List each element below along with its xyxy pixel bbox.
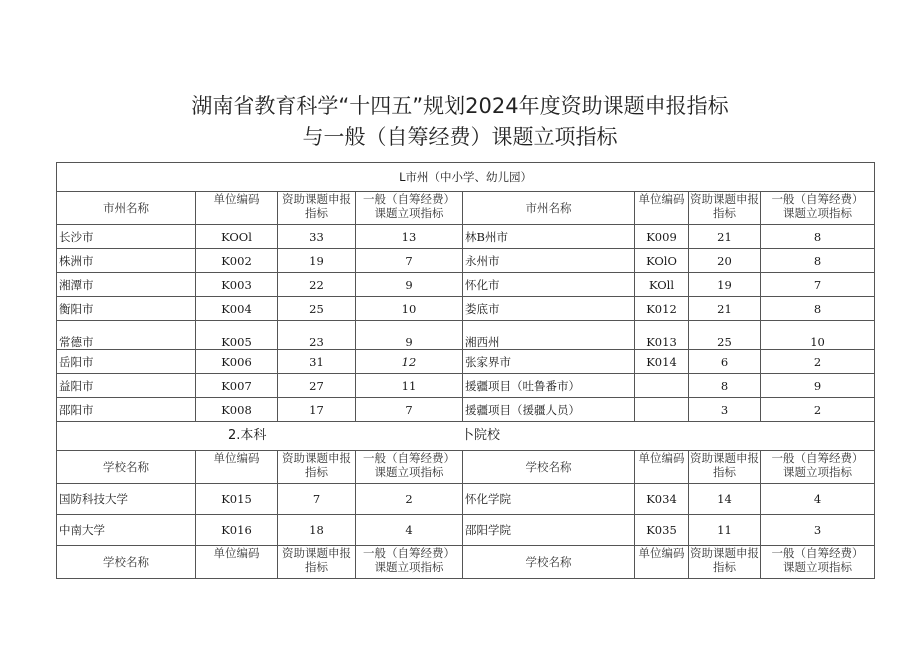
- unit-code: K035: [635, 515, 689, 546]
- table-row: [57, 374, 875, 398]
- page-title-line-2: 与一般（自筹经费）课题立项指标: [302, 125, 618, 149]
- city-name: 湘西州: [463, 321, 635, 350]
- header-funded-quota-right: 资助课题申报 指标: [689, 192, 761, 225]
- section-1-header-row: [57, 192, 875, 225]
- unit-code: [635, 398, 689, 422]
- section-2-heading-part-1: 2.本科: [228, 428, 267, 443]
- funded-quota: 17: [278, 398, 356, 422]
- header-general-quota-right: 一般（自筹经费） 课题立项指标: [761, 546, 875, 579]
- general-quota: 7: [761, 273, 875, 297]
- general-quota: 11: [356, 374, 463, 398]
- header-school-name: 学校名称: [57, 451, 196, 484]
- general-quota: 4: [356, 515, 463, 546]
- unit-code: K012: [635, 297, 689, 321]
- header-funded-quota-right: 资助课题申报 指标: [689, 451, 761, 484]
- header-general-quota: 一般（自筹经费） 课题立项指标: [356, 192, 463, 225]
- unit-code: K003: [196, 273, 278, 297]
- unit-code: K016: [196, 515, 278, 546]
- city-name: 援疆项目（吐鲁番市）: [463, 374, 635, 398]
- school-name: 怀化学院: [463, 484, 635, 515]
- header-funded-quota: 资助课题申报 指标: [278, 546, 356, 579]
- unit-code: K015: [196, 484, 278, 515]
- general-quota: 13: [356, 225, 463, 249]
- funded-quota: 3: [689, 398, 761, 422]
- unit-code: K005: [196, 321, 278, 350]
- funded-quota: 19: [689, 273, 761, 297]
- city-name: 湘潭市: [57, 273, 196, 297]
- header-funded-quota: 资助课题申报 指标: [278, 192, 356, 225]
- table-row: [57, 297, 875, 321]
- unit-code: K007: [196, 374, 278, 398]
- section-1-heading: L市州（中小学、幼儿园）: [57, 163, 875, 192]
- unit-code: K014: [635, 350, 689, 374]
- funded-quota: 8: [689, 374, 761, 398]
- header-unit-code: 单位编码: [196, 546, 278, 579]
- funded-quota: 20: [689, 249, 761, 273]
- header-city-name-right: 市州名称: [463, 192, 635, 225]
- unit-code: K034: [635, 484, 689, 515]
- general-quota: 12: [356, 350, 463, 374]
- city-name: 娄底市: [463, 297, 635, 321]
- table-row: [57, 398, 875, 422]
- header-school-name-right: 学校名称: [463, 546, 635, 579]
- school-name: 中南大学: [57, 515, 196, 546]
- general-quota: 9: [356, 321, 463, 350]
- header-general-quota-right: 一般（自筹经费） 课题立项指标: [761, 192, 875, 225]
- city-name: 岳阳市: [57, 350, 196, 374]
- school-name: 邵阳学院: [463, 515, 635, 546]
- section-2-header-row: [57, 451, 875, 484]
- city-name: 张家界市: [463, 350, 635, 374]
- section-1-heading-row: [57, 163, 875, 192]
- general-quota: 8: [761, 297, 875, 321]
- general-quota: 10: [761, 321, 875, 350]
- header-unit-code: 单位编码: [196, 451, 278, 484]
- funded-quota: 18: [278, 515, 356, 546]
- header-funded-quota: 资助课题申报 指标: [278, 451, 356, 484]
- city-name: 衡阳市: [57, 297, 196, 321]
- general-quota: 3: [761, 515, 875, 546]
- general-quota: 4: [761, 484, 875, 515]
- unit-code: K009: [635, 225, 689, 249]
- header-city-name: 市州名称: [57, 192, 196, 225]
- section-2-repeat-header-row: [57, 546, 875, 579]
- funded-quota: 19: [278, 249, 356, 273]
- table-row: [57, 225, 875, 249]
- general-quota: 9: [761, 374, 875, 398]
- funded-quota: 27: [278, 374, 356, 398]
- city-name: 常德市: [57, 321, 196, 350]
- city-name: 永州市: [463, 249, 635, 273]
- header-school-name-right: 学校名称: [463, 451, 635, 484]
- unit-code: [635, 374, 689, 398]
- unit-code: K013: [635, 321, 689, 350]
- city-name: 怀化市: [463, 273, 635, 297]
- page-title-line-1: 湖南省教育科学“十四五”规划2024年度资助课题申报指标: [191, 94, 729, 118]
- section-2-heading-row: [57, 422, 875, 451]
- header-school-name: 学校名称: [57, 546, 196, 579]
- funded-quota: 23: [278, 321, 356, 350]
- unit-code: KOll: [635, 273, 689, 297]
- funded-quota: 6: [689, 350, 761, 374]
- funded-quota: 25: [278, 297, 356, 321]
- funded-quota: 21: [689, 297, 761, 321]
- header-unit-code-right: 单位编码: [635, 451, 689, 484]
- unit-code: K008: [196, 398, 278, 422]
- table-row: [57, 321, 875, 350]
- header-general-quota: 一般（自筹经费） 课题立项指标: [356, 546, 463, 579]
- header-unit-code-right: 单位编码: [635, 546, 689, 579]
- school-name: 国防科技大学: [57, 484, 196, 515]
- table-row: [57, 350, 875, 374]
- funded-quota: 25: [689, 321, 761, 350]
- city-name: 株洲市: [57, 249, 196, 273]
- funded-quota: 14: [689, 484, 761, 515]
- header-general-quota-right: 一般（自筹经费） 课题立项指标: [761, 451, 875, 484]
- city-name: 援疆项目（援疆人员）: [463, 398, 635, 422]
- table-row: [57, 273, 875, 297]
- city-name: 益阳市: [57, 374, 196, 398]
- header-funded-quota-right: 资助课题申报 指标: [689, 546, 761, 579]
- general-quota: 2: [356, 484, 463, 515]
- city-name: 邵阳市: [57, 398, 196, 422]
- section-2-heading: [57, 422, 875, 451]
- general-quota: 8: [761, 225, 875, 249]
- header-unit-code: 单位编码: [196, 192, 278, 225]
- funded-quota: 7: [278, 484, 356, 515]
- unit-code: KOlO: [635, 249, 689, 273]
- unit-code: K004: [196, 297, 278, 321]
- quota-table: [56, 162, 875, 579]
- city-name: 长沙市: [57, 225, 196, 249]
- section-2-heading-part-2: 卜院校: [461, 428, 501, 443]
- general-quota: 7: [356, 249, 463, 273]
- general-quota: 8: [761, 249, 875, 273]
- header-general-quota: 一般（自筹经费） 课题立项指标: [356, 451, 463, 484]
- city-name: 林B州市: [463, 225, 635, 249]
- general-quota: 2: [761, 350, 875, 374]
- unit-code: K006: [196, 350, 278, 374]
- general-quota: 7: [356, 398, 463, 422]
- header-unit-code-right: 单位编码: [635, 192, 689, 225]
- general-quota: 9: [356, 273, 463, 297]
- table-row: [57, 515, 875, 546]
- funded-quota: 11: [689, 515, 761, 546]
- unit-code: KOOl: [196, 225, 278, 249]
- funded-quota: 33: [278, 225, 356, 249]
- general-quota: 2: [761, 398, 875, 422]
- general-quota: 10: [356, 297, 463, 321]
- table-row: [57, 484, 875, 515]
- funded-quota: 31: [278, 350, 356, 374]
- unit-code: K002: [196, 249, 278, 273]
- funded-quota: 21: [689, 225, 761, 249]
- table-row: [57, 249, 875, 273]
- funded-quota: 22: [278, 273, 356, 297]
